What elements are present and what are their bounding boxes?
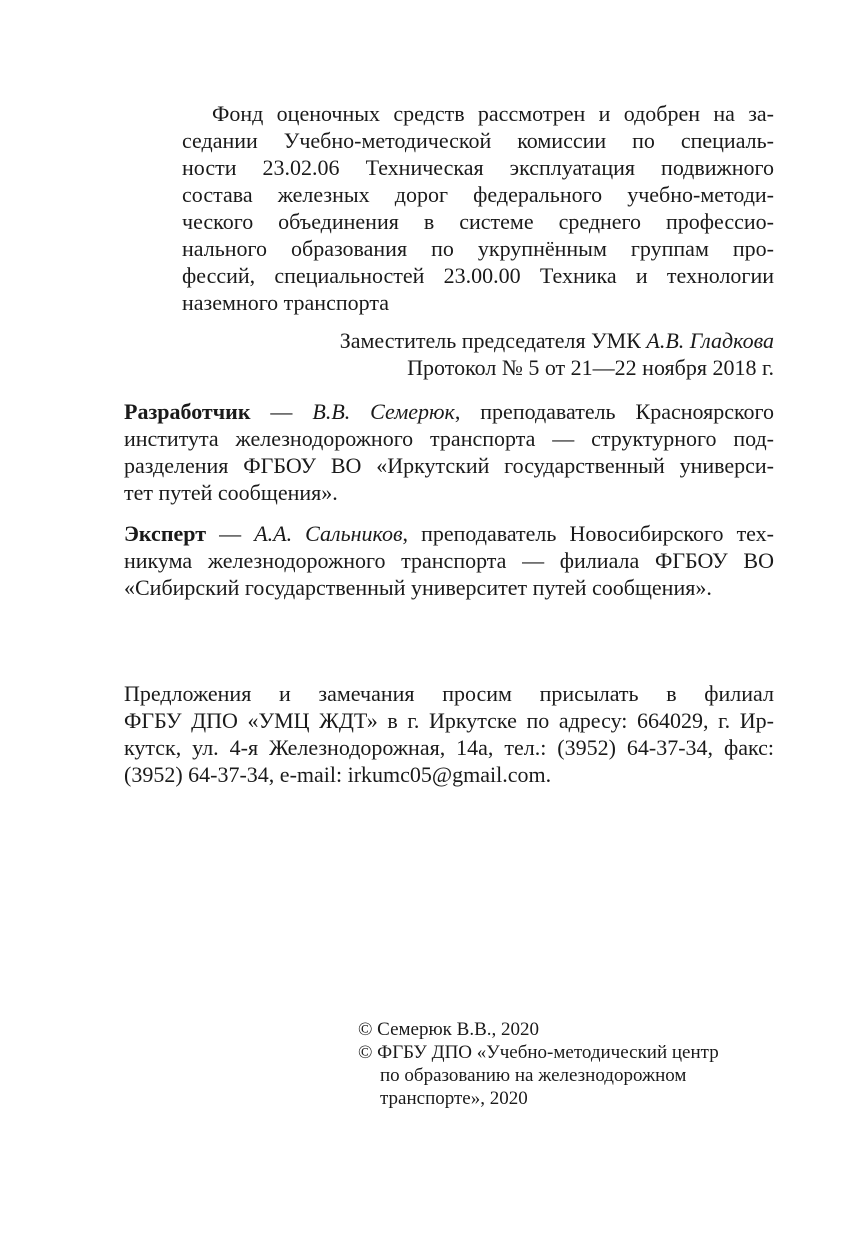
copyright-block (358, 1018, 778, 1110)
signature-name: А.В. Гладкова (646, 328, 774, 353)
expert-name: А.А. Сальников (254, 521, 403, 546)
developer-line1-rest: , преподаватель Красноярского (454, 399, 775, 424)
developer-name: В.В. Семерюк (312, 399, 455, 424)
signature-protocol: Протокол № 5 от 21—22 ноября 2018 г. (407, 355, 774, 380)
expert-label: Эксперт (124, 521, 207, 546)
developer-line: разделения ФГБОУ ВО «Иркутский государственный универси- (124, 453, 774, 478)
approval-line: нального образования по укрупнённым группам про- (182, 236, 774, 261)
developer-line (124, 398, 774, 425)
expert-line1-rest: , преподаватель Новосибирского тех- (402, 521, 774, 546)
signature-role: Заместитель председателя УМК (339, 328, 647, 353)
approval-line: фессий, специальностей 23.00.00 Техника и технологии (182, 263, 774, 288)
expert-line (124, 520, 774, 547)
developer-line: тет путей сообщения». (124, 480, 338, 505)
contacts-line: кутск, ул. 4-я Железнодорожная, 14а, тел.: (3952) 64-37-34, факс: (124, 735, 774, 760)
developer-line: института железнодорожного транспорта — структурного под- (124, 426, 774, 451)
copyright-publisher-cont: по образованию на железнодорожном (380, 1065, 687, 1086)
approval-line: состава железных дорог федерального учебно-методи- (182, 182, 774, 207)
signature-role-line (180, 327, 774, 354)
developer-dash: — (250, 399, 313, 424)
copyright-author: © Семерюк В.В., 2020 (358, 1019, 540, 1040)
contacts-paragraph (124, 680, 774, 788)
copyright-publisher: © ФГБУ ДПО «Учебно-методический центр (358, 1042, 719, 1063)
contacts-line: (3952) 64-37-34, e-mail: irkumc05@gmail.com. (124, 762, 552, 787)
signature-block (180, 327, 774, 381)
contacts-line: Предложения и замечания просим присылать в филиал (124, 681, 774, 706)
expert-dash: — (206, 521, 255, 546)
expert-line: «Сибирский государственный университет путей сообщения». (124, 575, 712, 600)
developer-label: Разработчик (124, 399, 251, 424)
approval-line: ности 23.02.06 Техническая эксплуатация подвижного (182, 155, 774, 180)
approval-paragraph (182, 100, 774, 316)
approval-line: Фонд оценочных средств рассмотрен и одобрен на за- (212, 101, 774, 126)
approval-line: седании Учебно-методической комиссии по специаль- (182, 128, 774, 153)
approval-line: ческого объединения в системе среднего профессио- (182, 209, 774, 234)
contacts-line: ФГБУ ДПО «УМЦ ЖДТ» в г. Иркутске по адресу: 664029, г. Ир- (124, 708, 774, 733)
approval-line: наземного транспорта (182, 290, 389, 315)
copyright-publisher-year: транспорте», 2020 (380, 1088, 528, 1109)
expert-paragraph (124, 520, 774, 601)
developer-paragraph (124, 398, 774, 506)
expert-line: никума железнодорожного транспорта — филиала ФГБОУ ВО (124, 548, 774, 573)
